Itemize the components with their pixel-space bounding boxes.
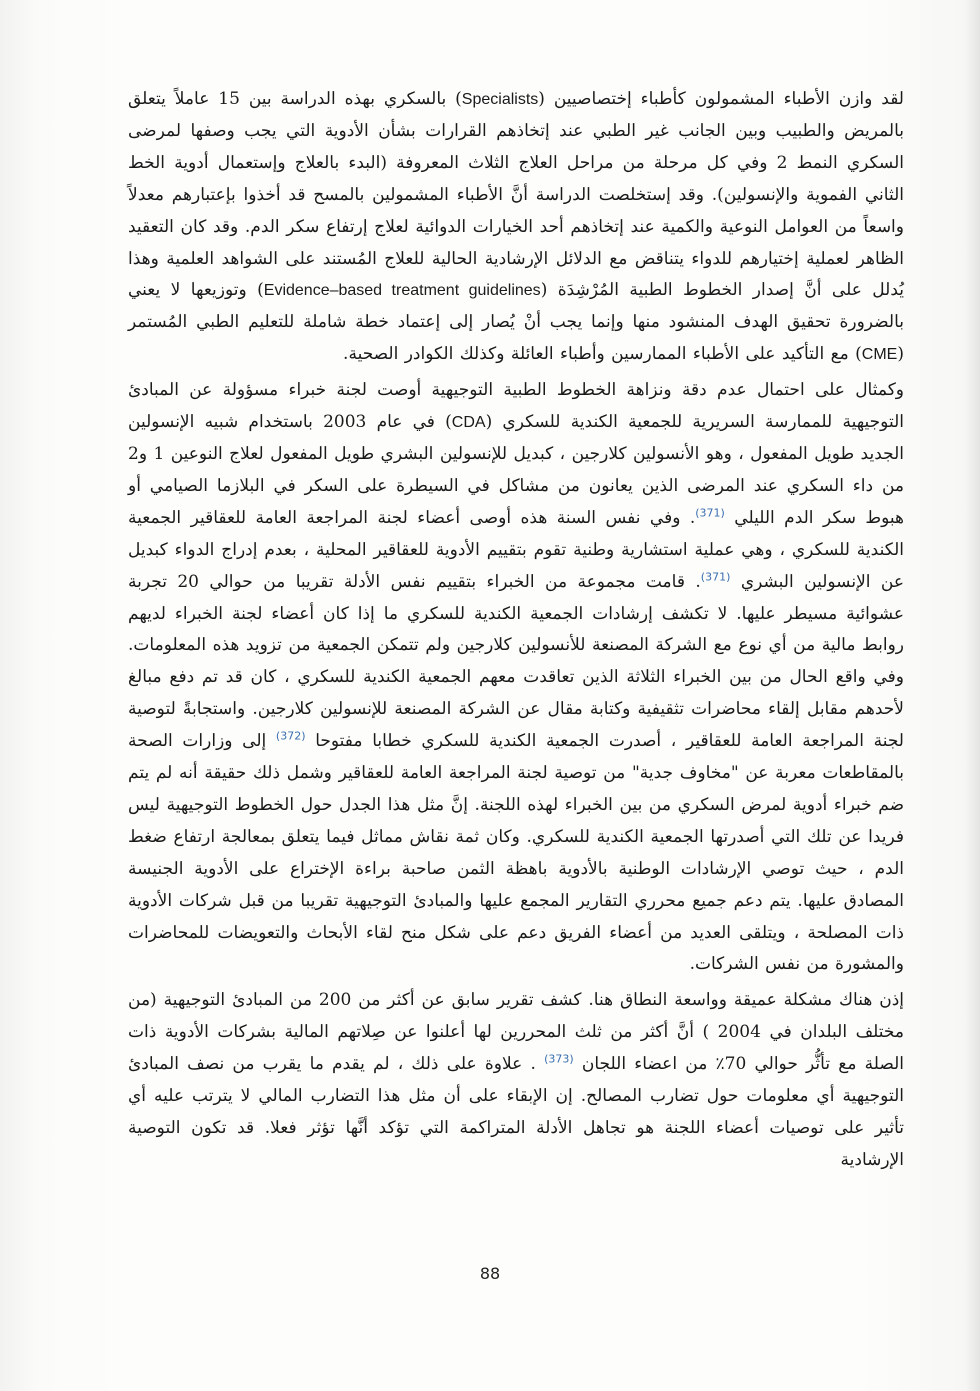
text-segment: ) مع التأكيد على الأطباء الممارسين وأطباء العائلة وكذلك الكوادر الصحية. (343, 344, 862, 365)
text-segment: . علاوة على ذلك ، لم يقدم ما يقرب من نصف المبادئ التوجيهية أي معلومات حول تضارب المصالح. إن الإبقاء على أن مثل هذا التضارب المالي لا يترتب عليه أي تأثير على توصيات أعضاء اللجنة هو تجاهل الأدلة المتراكمة التي تؤكد أنَّها تؤثر فعلا. قد تكون التوصية الإرشادية (128, 1054, 904, 1170)
paragraph-specialists-study (128, 84, 904, 371)
text-segment: . وفي نفس السنة هذه أوصى أعضاء لجنة المراجعة العامة للعقاقير الجمعية الكندية للسكري ، وهي عملية استشارية وطنية تقوم بتقييم الأدوية للعقاقير المحلية ، بعدم إدراج الدواء كبديل عن الإنسولين البشري (128, 507, 904, 592)
text-segment: وكمثال على احتمال عدم دقة ونزاهة الخطوط الطبية التوجيهية أوصت لجنة خبراء مسؤولة عن المبادئ التوجيهية للممارسة السريرية للجمعية الكندية للسكري ( (128, 380, 904, 433)
text-segment: لقد وازن الأطباء المشمولون كأطباء إختصاصيين ( (538, 89, 904, 109)
paragraph-cda-example (128, 375, 904, 981)
reference-marker: (373) (544, 1052, 574, 1066)
text-segment: ) بالسكري بهذه الدراسة بين 15 عاملاً يتعلق بالمريض والطبيب وبين الجانب غير الطبي عند إتخاذهم القرارات بشأن الأدوية التي يجب وصفها لمرضى السكري النمط 2 وفي كل مرحلة من مراحل العلاج الثلاث المعروفة (البدء بالعلاج وإستعمال أدوية الخط الثاني الفموية والإنسولين). وقد إستخلصت الدراسة أنَّ الأطباء المشمولين بالمسح قد أخذوا بإعتبارهم معدلاً واسعاً من العوامل النوعية والكمية عند إتخاذهم أحد الخيارات الدوائية لعلاج إرتفاع سكر الدم. وقد كان التعقيد الظاهر لعملية إختيارهم للدواء يتناقض مع الدلائل الإرشادية الحالية للعلاج المُستند على الشواهد العلمية وهذا يُدلل على أنَّ إصدار الخطوط الطبية المُرْشِدَة ( (128, 89, 904, 301)
text-segment: ) في عام 2003 باستخدام شبيه الإنسولين الجديد طويل المفعول ، وهو الأنسولين كلارجين ، كبديل للإنسولين البشري طويل المفعول لعلاج النوعين 1 و2 من داء السكري عند المرضى الذين يعانون من مشاكل في السيطرة على السكر في البلازما الصيامي أو هبوط سكر الدم الليلي (128, 412, 905, 528)
page-number: 88 (479, 1264, 501, 1283)
text-segment: . قامت مجموعة من الخبراء بتقييم نفس الأدلة تقريبا من حوالي 20 تجربة عشوائية مسيطر عليها. لا تكشف إرشادات الجمعية الكندية للسكري ما إذا كان أعضاء لجنة الخبراء لديهم روابط مالية من أي نوع مع الشركة المصنعة للأنسولين كلارجين ولم تتمكن الجمعية من تزويد هذه المعلومات. وفي واقع الحال من بين الخبراء الثلاثة الذين تعاقدت معهم الجمعية الكندية للسكري ، كان قد تم دفع مبالغ لأحدهم مقابل إلقاء محاضرات تثقيفية وكتابة مقال عن الشركة المصنعة للإنسولين كلارجين. واستجابةً لتوصية لجنة المراجعة العامة للعقاقير ، أصدرت الجمعية الكندية للسكري خطابا مفتوحا (128, 571, 904, 752)
text-segment: إلى وزارات الصحة بالمقاطعات معربة عن "مخاوف جدية" من توصية لجنة المراجعة العامة للعقاقير وشمل ذلك حقيقة أنه لم يتم ضم خبراء أدوية لمرض السكري من بين الخبراء لهذه اللجنة. إنَّ مثل هذا الجدل حول الخطوط التوجيهية ليس فريدا عن تلك التي أصدرتها الجمعية الكندية للسكري. وكان ثمة نقاش مماثل فيما يتعلق بمعالجة ارتفاع ضغط الدم ، حيث توصي الإرشادات الوطنية بالأدوية باهظة الثمن صاحبة براءة الإختراع على الأدوية الجنيسة المصادق عليها. يتم دعم جميع محرري التقارير المجمع عليها والمبادئ التوجيهية تقريبا من قبل شركات الأدوية ذات المصلحة ، ويتلقى العديد من أعضاء الفريق دعم على شكل منح لقاء الأبحاث والتعويضات للمحاضرات والمشورة من نفس الشركات. (128, 731, 904, 975)
page-edge-shadow (966, 0, 980, 1391)
text-segment: ) وتوزيعها لا يعني بالضرورة تحقيق الهدف المنشود منها وإنما يجب أنْ يُصار إلى إعتماد خطة شاملة للتعليم الطبي المُستمر ( (128, 280, 904, 365)
reference-marker: (371) (700, 569, 731, 583)
body-text (128, 84, 904, 1177)
reference-marker: (372) (275, 729, 306, 743)
term-cda: CDA (451, 414, 486, 432)
reference-marker: (371) (695, 506, 725, 520)
term-specialists: Specialists (461, 91, 539, 108)
term-evidence-guidelines: Evidence–based treatment guidelines (263, 282, 541, 300)
paragraph-conflict-of-interest (128, 985, 904, 1176)
term-cme: CME (861, 346, 898, 364)
text-segment: إذن هناك مشكلة عميقة وواسعة النطاق هنا. كشف تقرير سابق عن أكثر من 200 من المبادئ التوجيهية (من مختلف البلدان في 2004 ) أنَّ أكثر من ثلث المحررين لها أعلنوا عن صِلاتهم المالية بشركات الأدوية ذات الصلة مع تأثُّر حوالي 70٪ من اعضاء اللجان (128, 990, 905, 1075)
